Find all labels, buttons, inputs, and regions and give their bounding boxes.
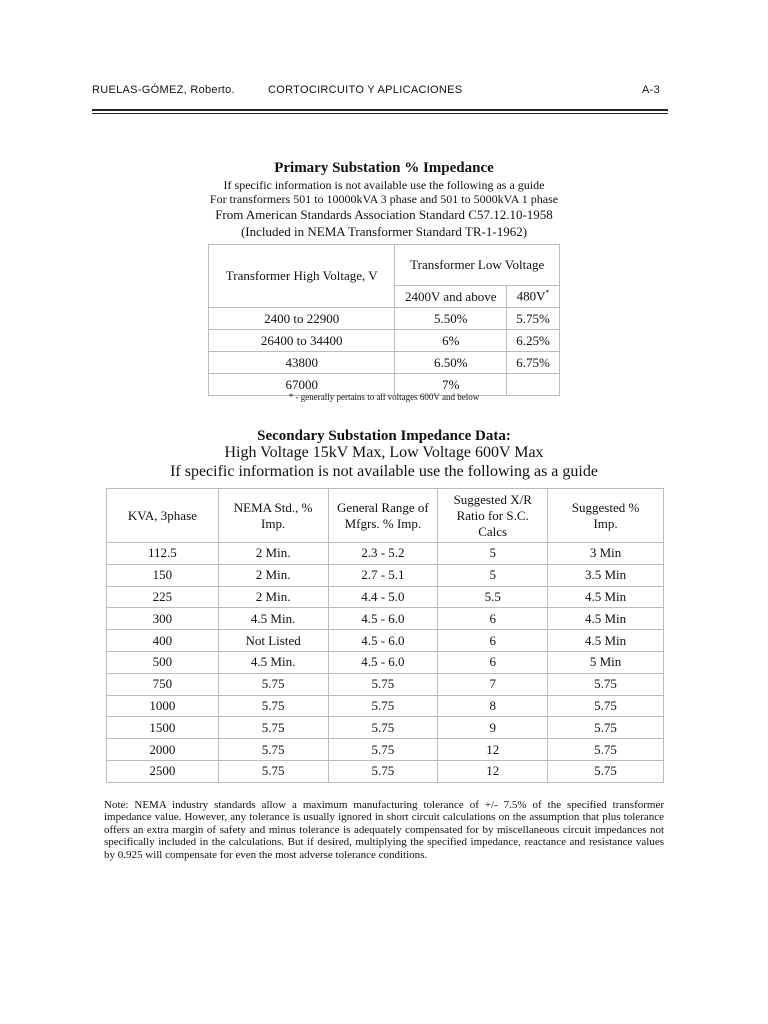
cell-kva: 150 bbox=[107, 564, 219, 586]
header-480v-label: 480V bbox=[516, 288, 546, 304]
cell-nema-std: 5.75 bbox=[218, 760, 328, 782]
table-row bbox=[107, 564, 664, 586]
cell-general-range: 5.75 bbox=[328, 673, 438, 695]
secondary-title: Secondary Substation Impedance Data: bbox=[257, 428, 511, 444]
cell-suggested-imp: 4.5 Min bbox=[548, 630, 664, 652]
table-row bbox=[107, 608, 664, 630]
table-header-row bbox=[107, 489, 664, 543]
cell-xr-ratio: 6 bbox=[438, 630, 548, 652]
cell-general-range: 5.75 bbox=[328, 717, 438, 739]
cell-nema-std: 5.75 bbox=[218, 739, 328, 761]
table-row bbox=[107, 586, 664, 608]
cell-hv: 2400 to 22900 bbox=[209, 308, 395, 330]
cell-2400v: 7% bbox=[395, 374, 507, 396]
primary-impedance-table bbox=[208, 244, 560, 396]
cell-suggested-imp: 5.75 bbox=[548, 695, 664, 717]
cell-kva: 225 bbox=[107, 586, 219, 608]
cell-general-range: 4.5 - 6.0 bbox=[328, 630, 438, 652]
cell-nema-std: 5.75 bbox=[218, 673, 328, 695]
table-row bbox=[107, 695, 664, 717]
cell-suggested-imp: 4.5 Min bbox=[548, 608, 664, 630]
table-row bbox=[209, 308, 560, 330]
table-row bbox=[107, 717, 664, 739]
header-title: CORTOCIRCUITO Y APLICACIONES bbox=[268, 84, 463, 96]
table-row bbox=[209, 352, 560, 374]
secondary-line-2: If specific information is not available use the following as a guide bbox=[170, 463, 598, 480]
tolerance-note: Note: NEMA industry standards allow a maximum manufacturing tolerance of +/- 7.5% of the specified transformer impedance value. However, any tolerance is usually ignored in short circuit calculations on the assumption that plus tolerance offers an extra margin of safety and minus tolerance is adequately compensated for by miscellaneous circuit impedances not specifically included in the calculations. But if desired, multiplying the specified impedance, reactance and resistance values by 0.925 will compensate for even the most adverse tolerance conditions. bbox=[104, 799, 664, 861]
cell-kva: 750 bbox=[107, 673, 219, 695]
cell-kva: 400 bbox=[107, 630, 219, 652]
cell-general-range: 4.5 - 6.0 bbox=[328, 651, 438, 673]
table-row bbox=[107, 739, 664, 761]
cell-xr-ratio: 12 bbox=[438, 760, 548, 782]
cell-general-range: 5.75 bbox=[328, 760, 438, 782]
header-kva: KVA, 3phase bbox=[107, 489, 219, 543]
cell-kva: 2500 bbox=[107, 760, 219, 782]
cell-480v: 5.75% bbox=[507, 308, 560, 330]
cell-xr-ratio: 5.5 bbox=[438, 586, 548, 608]
cell-xr-ratio: 7 bbox=[438, 673, 548, 695]
cell-2400v: 6.50% bbox=[395, 352, 507, 374]
cell-nema-std: 5.75 bbox=[218, 717, 328, 739]
cell-kva: 500 bbox=[107, 651, 219, 673]
cell-xr-ratio: 6 bbox=[438, 651, 548, 673]
cell-general-range: 2.7 - 5.1 bbox=[328, 564, 438, 586]
header-suggested-imp: Suggested % Imp. bbox=[548, 489, 664, 543]
cell-suggested-imp: 3 Min bbox=[548, 543, 664, 565]
cell-xr-ratio: 9 bbox=[438, 717, 548, 739]
secondary-impedance-table bbox=[106, 488, 664, 783]
header-xr-ratio: Suggested X/R Ratio for S.C. Calcs bbox=[438, 489, 548, 543]
cell-hv: 43800 bbox=[209, 352, 395, 374]
cell-xr-ratio: 6 bbox=[438, 608, 548, 630]
cell-nema-std: 4.5 Min. bbox=[218, 608, 328, 630]
cell-480v: 6.25% bbox=[507, 330, 560, 352]
primary-line-3: From American Standards Association Standard C57.12.10-1958 bbox=[215, 207, 553, 222]
header-author: RUELAS-GÓMEZ, Roberto. bbox=[92, 84, 235, 96]
cell-xr-ratio: 5 bbox=[438, 543, 548, 565]
cell-suggested-imp: 5 Min bbox=[548, 651, 664, 673]
header-nema-std: NEMA Std., % Imp. bbox=[218, 489, 328, 543]
cell-suggested-imp: 3.5 Min bbox=[548, 564, 664, 586]
cell-hv: 26400 to 34400 bbox=[209, 330, 395, 352]
primary-line-1: If specific information is not available use the following as a guide bbox=[223, 178, 545, 192]
cell-suggested-imp: 5.75 bbox=[548, 717, 664, 739]
cell-2400v: 6% bbox=[395, 330, 507, 352]
cell-general-range: 5.75 bbox=[328, 739, 438, 761]
table-row bbox=[107, 673, 664, 695]
header-2400v: 2400V and above bbox=[395, 286, 507, 308]
cell-general-range: 4.5 - 6.0 bbox=[328, 608, 438, 630]
cell-nema-std: 2 Min. bbox=[218, 586, 328, 608]
table-row bbox=[107, 630, 664, 652]
cell-suggested-imp: 5.75 bbox=[548, 673, 664, 695]
table-row bbox=[107, 543, 664, 565]
primary-line-2: For transformers 501 to 10000kVA 3 phase and 501 to 5000kVA 1 phase bbox=[209, 192, 559, 206]
primary-title: Primary Substation % Impedance bbox=[274, 160, 494, 176]
cell-general-range: 2.3 - 5.2 bbox=[328, 543, 438, 565]
cell-nema-std: 2 Min. bbox=[218, 564, 328, 586]
cell-2400v: 5.50% bbox=[395, 308, 507, 330]
table-row bbox=[107, 760, 664, 782]
header-high-voltage: Transformer High Voltage, V bbox=[209, 245, 395, 308]
secondary-table-body bbox=[107, 543, 664, 783]
table-header-row bbox=[209, 245, 560, 286]
cell-xr-ratio: 5 bbox=[438, 564, 548, 586]
cell-suggested-imp: 4.5 Min bbox=[548, 586, 664, 608]
table-row bbox=[107, 651, 664, 673]
cell-nema-std: 2 Min. bbox=[218, 543, 328, 565]
cell-kva: 2000 bbox=[107, 739, 219, 761]
cell-kva: 1500 bbox=[107, 717, 219, 739]
cell-suggested-imp: 5.75 bbox=[548, 739, 664, 761]
header-rule-thin bbox=[92, 113, 668, 114]
header-rule-thick bbox=[92, 109, 668, 111]
page-header bbox=[92, 84, 660, 100]
cell-480v: 6.75% bbox=[507, 352, 560, 374]
cell-hv: 67000 bbox=[209, 374, 395, 396]
header-480v bbox=[507, 286, 560, 308]
cell-suggested-imp: 5.75 bbox=[548, 760, 664, 782]
page-number: A-3 bbox=[641, 84, 660, 96]
cell-kva: 300 bbox=[107, 608, 219, 630]
secondary-line-1: High Voltage 15kV Max, Low Voltage 600V Max bbox=[224, 444, 544, 461]
cell-nema-std: Not Listed bbox=[218, 630, 328, 652]
cell-general-range: 4.4 - 5.0 bbox=[328, 586, 438, 608]
primary-line-4: (Included in NEMA Transformer Standard TR-1-1962) bbox=[240, 224, 528, 239]
cell-xr-ratio: 8 bbox=[438, 695, 548, 717]
cell-xr-ratio: 12 bbox=[438, 739, 548, 761]
table-row bbox=[209, 330, 560, 352]
header-low-voltage: Transformer Low Voltage bbox=[395, 245, 560, 286]
cell-general-range: 5.75 bbox=[328, 695, 438, 717]
primary-footnote: * - generally pertains to all voltages 600V and below bbox=[288, 392, 480, 402]
cell-nema-std: 4.5 Min. bbox=[218, 651, 328, 673]
cell-kva: 112.5 bbox=[107, 543, 219, 565]
header-general-range: General Range of Mfgrs. % Imp. bbox=[328, 489, 438, 543]
cell-nema-std: 5.75 bbox=[218, 695, 328, 717]
cell-kva: 1000 bbox=[107, 695, 219, 717]
footnote-mark: * bbox=[545, 288, 550, 298]
